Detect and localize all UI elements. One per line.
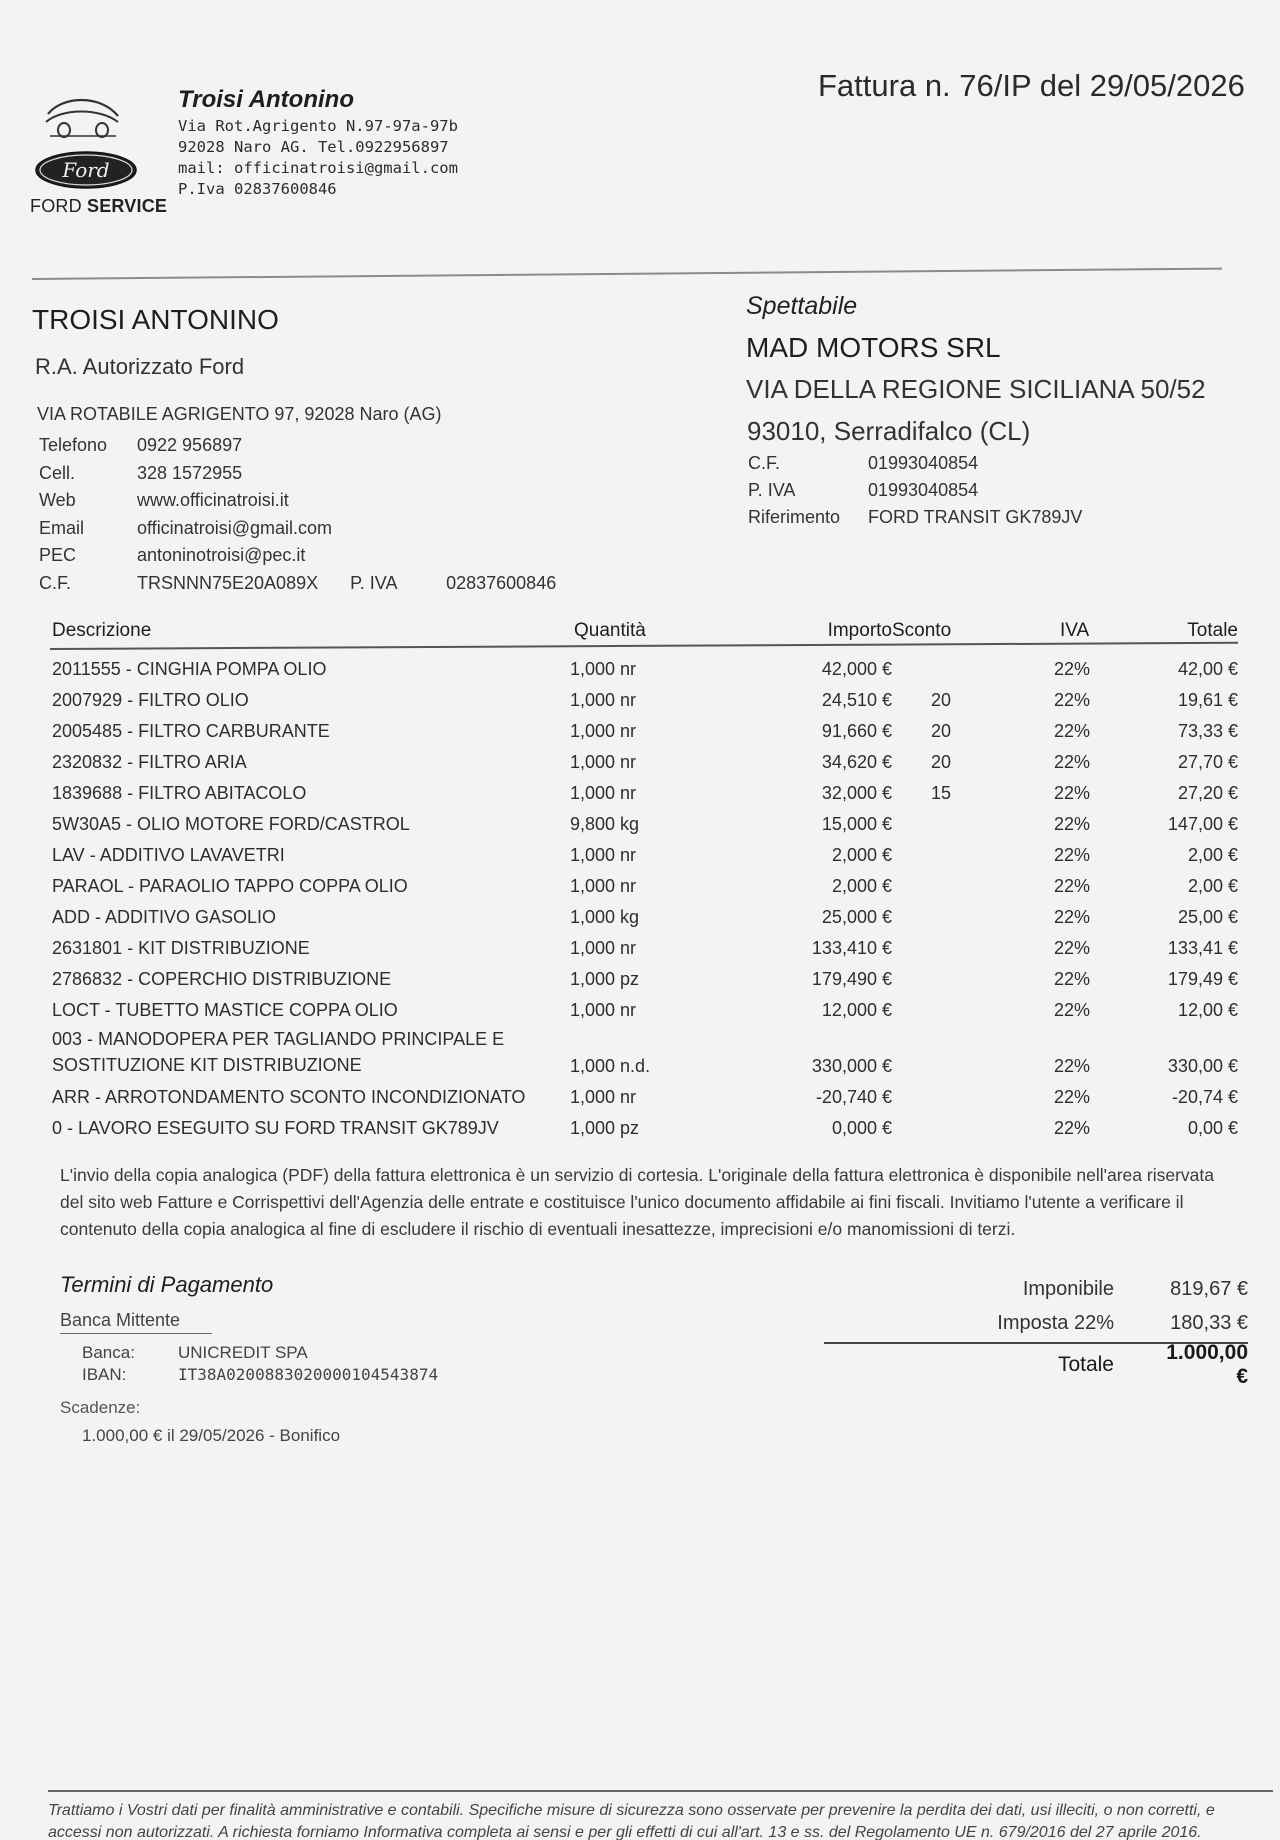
recipient-cf-row: C.F. 01993040854 (748, 453, 979, 473)
cell-quantity: 1,000 nr (570, 659, 637, 679)
shop-line: P.Iva 02837600846 (178, 180, 337, 198)
table-row (50, 933, 1238, 964)
ford-oval-icon (34, 150, 138, 190)
cell-quantity: 9,800 kg (570, 814, 640, 834)
cell-amount: 34,620 € (821, 752, 892, 772)
cell-vat: 22% (1054, 907, 1091, 927)
recipient-details (748, 450, 1082, 531)
iban-row: IBAN: IT38A0200883020000104543874 (82, 1365, 439, 1384)
cell-vat: 22% (1054, 969, 1091, 989)
cell-amount: 42,000 € (821, 659, 892, 679)
cell-quantity: 1,000 nr (570, 690, 637, 710)
cell-discount: 20 (930, 690, 952, 710)
cell-amount: 2,000 € (831, 845, 892, 865)
cell-total: 25,00 € (1177, 907, 1238, 927)
cell-quantity: 1,000 nr (570, 721, 637, 741)
cell-description: 2786832 - COPERCHIO DISTRIBUZIONE (52, 969, 392, 989)
table-row (50, 995, 1238, 1026)
cell-total: 12,00 € (1177, 1000, 1238, 1020)
items-table-header (50, 612, 1238, 646)
cell-total: 147,00 € (1167, 814, 1238, 834)
cell-total: 42,00 € (1177, 659, 1238, 679)
cell-quantity: 1,000 kg (570, 907, 640, 927)
cell-total: 73,33 € (1177, 721, 1238, 741)
cell-description: 2007929 - FILTRO OLIO (52, 690, 249, 710)
cell-amount: 12,000 € (821, 1000, 892, 1020)
cell-vat: 22% (1054, 876, 1091, 896)
payment-terms-title: Termini di Pagamento (60, 1272, 274, 1297)
cell-vat: 22% (1054, 721, 1091, 741)
table-row (50, 964, 1238, 995)
shop-line: 92028 Naro AG. Tel.0922956897 (178, 138, 449, 156)
sender-details (39, 432, 556, 597)
table-row (50, 778, 1238, 809)
cell-amount: 2,000 € (831, 876, 892, 896)
cell-description: 5W30A5 - OLIO MOTORE FORD/CASTROL (52, 814, 410, 834)
cell-vat: 22% (1054, 783, 1091, 803)
grand-total-row: Totale 1.000,00 € (1057, 1341, 1248, 1388)
sender-address: VIA ROTABILE AGRIGENTO 97, 92028 Naro (AG) (37, 404, 442, 424)
imponibile-row: Imponibile 819,67 € (1022, 1277, 1248, 1300)
logo-caption: FORD SERVICE (30, 196, 168, 216)
cell-amount: 91,660 € (821, 721, 892, 741)
cell-vat: 22% (1054, 938, 1091, 958)
cell-total: 133,41 € (1167, 938, 1238, 958)
cell-vat: 22% (1054, 690, 1091, 710)
cell-description: ARR - ARROTONDAMENTO SCONTO INCONDIZIONATO (52, 1087, 526, 1107)
cell-vat: 22% (1054, 845, 1091, 865)
cell-amount: 133,410 € (811, 938, 892, 958)
cell-vat: 22% (1054, 1000, 1091, 1020)
cell-amount: -20,740 € (815, 1087, 892, 1107)
cell-vat: 22% (1054, 814, 1091, 834)
table-row (50, 716, 1238, 747)
sender-web-row: Web www.officinatroisi.it (39, 490, 289, 510)
cell-total: 330,00 € (1167, 1056, 1238, 1076)
cell-description: 0 - LAVORO ESEGUITO SU FORD TRANSIT GK789JV (52, 1118, 499, 1138)
table-row (50, 871, 1238, 902)
cell-quantity: 1,000 nr (570, 1000, 637, 1020)
cell-total: 0,00 € (1187, 1118, 1238, 1138)
cell-vat: 22% (1054, 752, 1091, 772)
cell-amount: 25,000 € (821, 907, 892, 927)
invoice-title: Fattura n. 76/IP del 29/05/2026 (818, 68, 1245, 103)
cell-total: 179,49 € (1167, 969, 1238, 989)
cell-description: LAV - ADDITIVO LAVAVETRI (52, 845, 285, 865)
cell-total: 27,20 € (1177, 783, 1238, 803)
cell-amount: 32,000 € (821, 783, 892, 803)
legal-note: L'invio della copia analogica (PDF) della fattura elettronica è un servizio di cortesia. L'originale della fattura elettronica è disponibile nell'area riservata del sito web Fatture e Corrispettivi dell'Agenzia delle entrate e costituisce l'unico documento affidabile ai fini fiscali. Invitiamo l'utente a verificare il contenuto della copia analogica al fine di escludere il rischio di eventuali inesattezze, imprecisioni e/o manomissioni di terzi. (60, 1165, 1214, 1239)
cell-description: 2011555 - CINGHIA POMPA OLIO (52, 659, 327, 679)
cell-quantity: 1,000 pz (570, 969, 640, 989)
cell-amount: 330,000 € (811, 1056, 892, 1076)
ford-service-logo (30, 92, 180, 222)
cell-total: 2,00 € (1187, 845, 1238, 865)
imposta-row: Imposta 22% 180,33 € (997, 1311, 1248, 1334)
cell-quantity: 1,000 nr (570, 752, 637, 772)
cell-discount: 20 (930, 752, 952, 772)
cell-quantity: 1,000 nr (570, 845, 637, 865)
sender-email-row: Email officinatroisi@gmail.com (39, 517, 333, 538)
cell-amount: 179,490 € (811, 969, 892, 989)
table-row (50, 654, 1238, 685)
col-header-sconto: Sconto (892, 620, 952, 641)
cell-description: PARAOL - PARAOLIO TAPPO COPPA OLIO (52, 876, 408, 896)
cell-discount: 15 (930, 783, 952, 803)
items-table-body (50, 654, 1238, 1144)
sender-cf-piva-row: C.F. TRSNNN75E20A089X P. IVA 02837600846 (39, 572, 557, 593)
col-header-iva: IVA (1060, 620, 1090, 641)
table-row (50, 1113, 1238, 1144)
cell-description: 003 - MANODOPERA PER TAGLIANDO PRINCIPALE E SOSTITUZIONE KIT DISTRIBUZIONE (52, 1029, 505, 1075)
table-row (50, 840, 1238, 871)
cell-vat: 22% (1054, 1087, 1091, 1107)
due-date-entry: 1.000,00 € il 29/05/2026 - Bonifico (82, 1426, 341, 1445)
cell-description: 2631801 - KIT DISTRIBUZIONE (52, 938, 310, 958)
cell-quantity: 1,000 nr (570, 938, 637, 958)
cell-description: 2320832 - FILTRO ARIA (52, 752, 247, 772)
table-row (50, 1082, 1238, 1113)
cell-quantity: 1,000 n.d. (570, 1056, 651, 1076)
cell-vat: 22% (1054, 1118, 1091, 1138)
cell-description: ADD - ADDITIVO GASOLIO (52, 907, 277, 927)
shop-line: Via Rot.Agrigento N.97-97a-97b (178, 117, 458, 135)
cell-vat: 22% (1054, 659, 1091, 679)
recipient-street: VIA DELLA REGIONE SICILIANA 50/52 (746, 374, 1206, 404)
cell-amount: 24,510 € (821, 690, 892, 710)
cell-quantity: 1,000 nr (570, 876, 637, 896)
recipient-name: MAD MOTORS SRL (746, 332, 1001, 363)
ford-oval-text: Ford (62, 158, 110, 182)
privacy-footer (48, 1800, 1273, 1840)
table-row (50, 809, 1238, 840)
cell-quantity: 1,000 pz (570, 1118, 640, 1138)
header-divider (32, 268, 1222, 280)
cell-description: 1839688 - FILTRO ABITACOLO (52, 783, 307, 803)
cell-amount: 15,000 € (821, 814, 892, 834)
recipient-reference-row: Riferimento FORD TRANSIT GK789JV (748, 507, 1083, 527)
table-row (50, 685, 1238, 716)
table-row (50, 902, 1238, 933)
recipient-city: 93010, Serradifalco (CL) (747, 416, 1031, 446)
shop-contact-lines (178, 116, 458, 200)
col-header-quantita: Quantità (574, 620, 646, 641)
cell-discount: 20 (930, 721, 952, 741)
bank-details (82, 1342, 438, 1386)
cell-total: 27,70 € (1177, 752, 1238, 772)
sender-pec-row: PEC antoninotroisi@pec.it (39, 545, 306, 565)
cell-amount: 0,000 € (831, 1118, 892, 1138)
car-outline-icon (42, 92, 122, 142)
cell-total: 19,61 € (1177, 690, 1238, 710)
cell-quantity: 1,000 nr (570, 1087, 637, 1107)
sender-cell-row: Cell. 328 1572955 (39, 462, 243, 483)
table-row (50, 1026, 1238, 1082)
footer-divider (48, 1790, 1273, 1792)
sender-subtitle: R.A. Autorizzato Ford (35, 354, 245, 379)
col-header-descrizione: Descrizione (52, 620, 152, 641)
due-dates-label: Scadenze: (60, 1398, 141, 1417)
cell-vat: 22% (1054, 1056, 1091, 1076)
cell-total: -20,74 € (1171, 1087, 1238, 1107)
shop-name: Troisi Antonino (178, 86, 354, 113)
shop-line: mail: officinatroisi@gmail.com (178, 159, 458, 177)
cell-description: 2005485 - FILTRO CARBURANTE (52, 721, 330, 741)
bank-row: Banca: UNICREDIT SPA (82, 1343, 308, 1362)
col-header-importo: Importo (827, 620, 892, 641)
col-header-totale: Totale (1187, 620, 1238, 641)
sender-name: TROISI ANTONINO (32, 304, 279, 335)
cell-total: 2,00 € (1187, 876, 1238, 896)
cell-description: LOCT - TUBETTO MASTICE COPPA OLIO (52, 1000, 398, 1020)
recipient-label: Spettabile (746, 292, 858, 320)
bank-header: Banca Mittente (60, 1310, 212, 1334)
table-row (50, 747, 1238, 778)
footer-line: accessi non autorizzati. A richiesta forniamo Informativa completa ai sensi e per gli effetti di cui all'art. 13 e ss. del Regolamento UE n. 679/2016 del 27 aprile 2016. (48, 1824, 1202, 1840)
footer-line: Trattiamo i Vostri dati per finalità amministrative e contabili. Specifiche misure di sicurezza sono osservate per prevenire la perdita dei dati, usi illeciti, o non corretti, e (48, 1802, 1215, 1819)
totals-block (824, 1272, 1248, 1388)
sender-phone-row: Telefono 0922 956897 (39, 435, 243, 455)
cell-quantity: 1,000 nr (570, 783, 637, 803)
recipient-piva-row: P. IVA 01993040854 (748, 480, 979, 500)
